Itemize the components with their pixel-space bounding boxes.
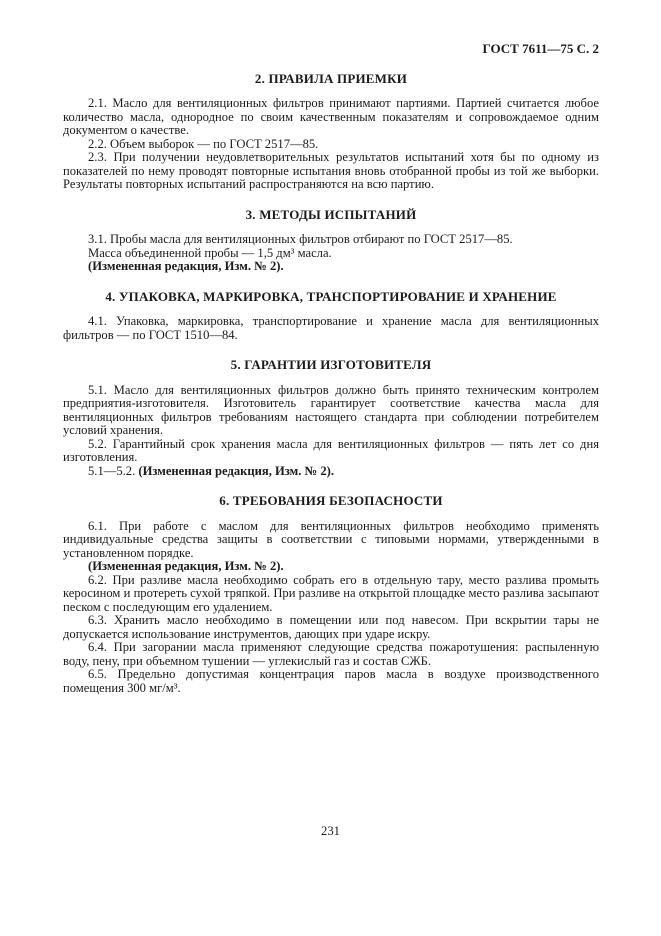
section-packaging — [63, 290, 599, 343]
clause-5-2: 5.2. Гарантийный срок хранения масла для вентиляционных фильтров — пять лет со дня изготовления. — [63, 436, 599, 464]
clause-3-1-mass: Масса объединенной пробы — 1,5 дм³ масла. — [88, 245, 332, 260]
running-header: ГОСТ 7611—75 С. 2 — [482, 41, 599, 56]
amendment-note-6: (Измененная редакция, Изм. № 2). — [88, 559, 284, 573]
clause-6-2: 6.2. При разливе масла необходимо собрать его в отдельную тару, место разлива промыть керосином и протереть сухой тряпкой. При разливе на открытой площадке место разлива засыпают песком с последующим его удалением. — [63, 572, 599, 614]
clause-6-3: 6.3. Хранить масло необходимо в помещении или под навесом. При вскрытии тары не допускается использование инструментов, дающих при ударе искру. — [63, 613, 599, 641]
section-title-3: 3. МЕТОДЫ ИСПЫТАНИЙ — [245, 206, 417, 222]
section-manufacturer-warranty — [63, 358, 599, 478]
amendment-prefix: 5.1—5.2. — [88, 463, 139, 478]
page-number: 231 — [321, 824, 340, 838]
clause-2-2: 2.2. Объем выборок — по ГОСТ 2517—85. — [88, 136, 319, 151]
amendment-note-3: (Измененная редакция, Изм. № 2). — [88, 259, 284, 273]
amendment-bold-text: (Измененная редакция, Изм. № 2). — [138, 463, 335, 478]
clause-4-1: 4.1. Упаковка, маркировка, транспортирование и хранение масла для вентиляционных фильтров — по ГОСТ 1510—84. — [63, 314, 599, 342]
amendment-note-5 — [63, 465, 599, 479]
section-title-2: 2. ПРАВИЛА ПРИЕМКИ — [254, 70, 408, 86]
clause-2-1: 2.1. Масло для вентиляционных фильтров принимают партиями. Партией считается любое количество масла, однородное по своим качественным показателям и сопровождаемое одним документом о качестве. — [63, 96, 599, 137]
clause-6-5: 6.5. Предельно допустимая концентрация паров масла в воздухе производственного помещения 300 мг/м³. — [63, 667, 599, 695]
section-title-6: 6. ТРЕБОВАНИЯ БЕЗОПАСНОСТИ — [219, 493, 443, 508]
section-safety-requirements — [63, 494, 599, 695]
clause-6-4: 6.4. При загорании масла применяют следующие средства пожаротушения: распыленную воду, пену, при объемном тушении — углекислый газ и состав СЖБ. — [63, 640, 599, 668]
section-test-methods — [63, 208, 599, 274]
section-title-5: 5. ГАРАНТИИ ИЗГОТОВИТЕЛЯ — [230, 357, 432, 372]
clause-3-1: 3.1. Пробы масла для вентиляционных фильтров отбирают по ГОСТ 2517—85. — [88, 232, 513, 246]
section-title-4: 4. УПАКОВКА, МАРКИРОВКА, ТРАНСПОРТИРОВАНИЕ И ХРАНЕНИЕ — [105, 288, 557, 304]
clause-5-1: 5.1. Масло для вентиляционных фильтров должно быть принято техническим контролем предприятия-изготовителя. Изготовитель гарантирует соответствие качества масла для вентиляционных фильтров требованиям настоящего стандарта при соблюдении потребителем условий хранения. — [63, 382, 599, 437]
clause-6-1: 6.1. При работе с маслом для вентиляционных фильтров необходимо применять индивидуальные средства защиты в соответствии с типовыми нормами, утвержденными в установленном порядке. — [63, 518, 599, 560]
clause-2-3: 2.3. При получении неудовлетворительных результатов испытаний хотя бы по одному из показателей по нему проводят повторные испытания вновь отобранной пробы из той же выборки. Результаты повторных испытаний распространяются на всю партию. — [63, 150, 599, 191]
section-acceptance-rules — [63, 72, 599, 192]
